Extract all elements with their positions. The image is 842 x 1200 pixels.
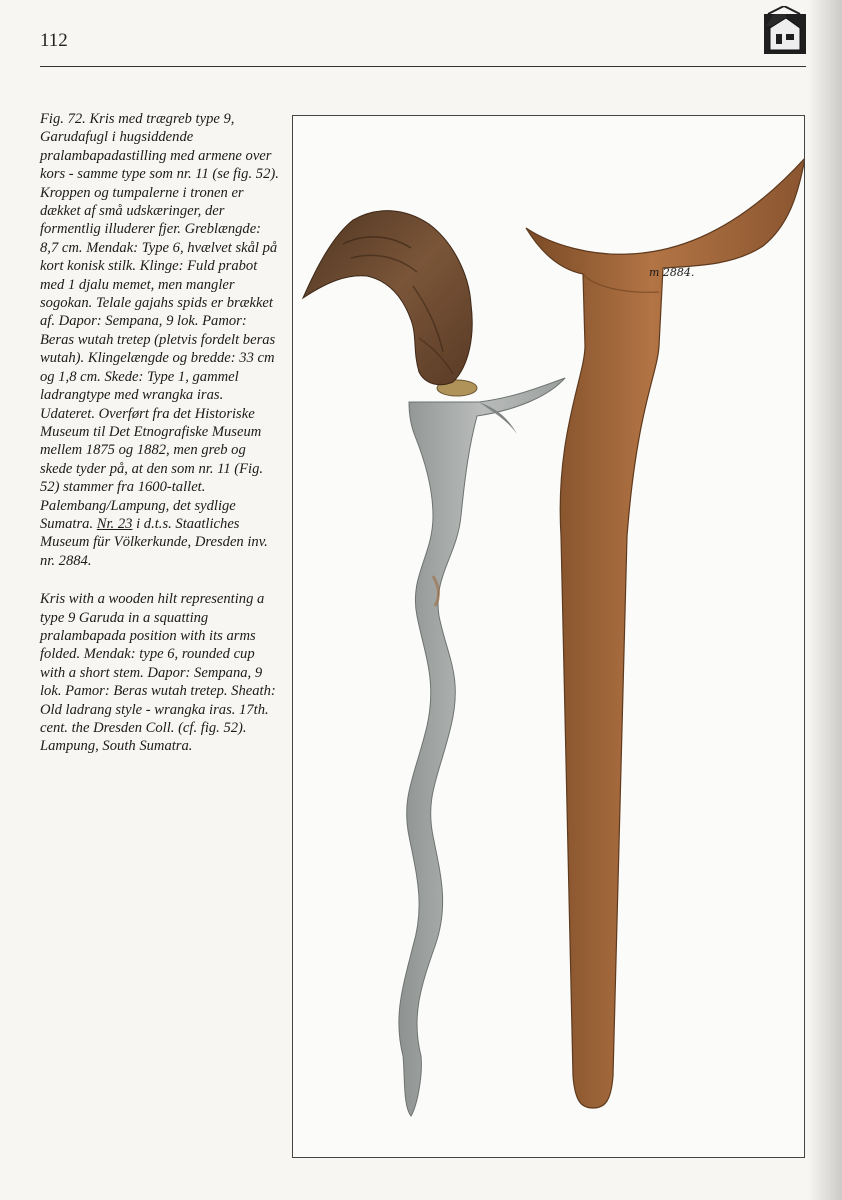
page-number: 112: [40, 30, 68, 51]
caption-danish: [40, 110, 280, 570]
blade: [399, 378, 565, 1116]
caption-english: Kris with a wooden hilt representing a type 9 Garuda in a squatting pralambapada position with its arms folded. Mendak: type 6, rounded cup with a short stem. Dapor: Sempana, 9 lok. Pamor: Beras wutah tretep. Sheath: Old ladrang style - wrangka iras. 17th. cent. the Dresden Coll. (cf. fig. 52). Lampung, South Sumatra.: [40, 591, 276, 755]
figure-caption: [40, 110, 280, 756]
garuda-hilt: [303, 211, 472, 385]
caption-danish-text: Fig. 72. Kris med trægreb type 9, Garudafugl i hugsiddende pralambapadastilling med armene over kors - samme type som nr. 11 (se fig. 52). Kroppen og tumpalerne i tronen er dækket af små udskæringer, der formentlig illuderer fjer. Greblængde: 8,7 cm. Mendak: Type 6, hvælvet skål på kort konisk stilk. Klinge: Fuld prabot med 1 djalu memet, men mangler sogokan. Telale gajahs spids er brækket af. Dapor: Sempana, 9 lok. Pamor: Beras wutah tretep (pletvis fordelt beras wutah). Klingelængde og bredde: 33 cm og 1,8 cm. Skede: Type 1, gammel ladrangtype med wrangka iras. Udateret. Overført fra det Historiske Museum til Det Etnografiske Museum mellem 1875 og 1882, men greb og skede tyder på, at den som nr. 11 (Fig. 52) stammer fra 1600-tallet. Palembang/Lampung, det sydlige Sumatra.: [40, 111, 279, 532]
kris-photograph: [292, 115, 805, 1158]
sheath: [526, 158, 805, 1108]
kris-illustration: [293, 116, 805, 1158]
caption-danish-text-end: i d.t.s. Staatliches Museum für Völkerkunde, Dresden inv. nr. 2884.: [40, 515, 268, 569]
inventory-mark: m 2884.: [649, 266, 695, 279]
page-edge-shadow: [808, 0, 842, 1200]
chapter-thumb-tab-icon: [764, 6, 806, 54]
caption-reference-number: Nr. 23: [96, 515, 133, 532]
header-rule: [40, 66, 806, 67]
